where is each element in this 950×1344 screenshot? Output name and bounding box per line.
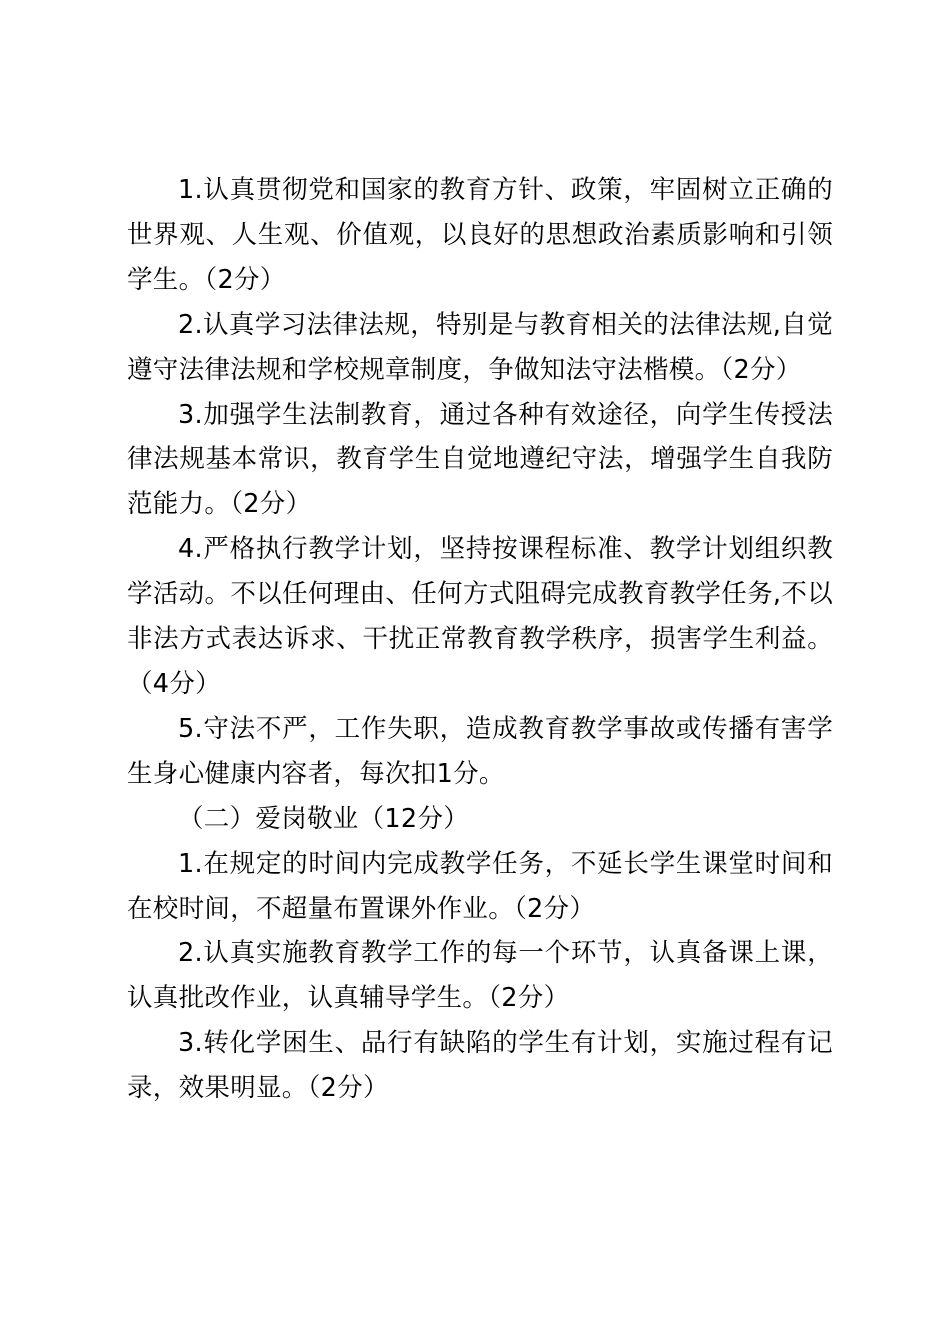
document-body [127, 168, 833, 1111]
paragraph-4: 4.严格执行教学计划，坚持按课程标准、教学计划组织教学活动。不以任何理由、任何方式阻碍完成教育教学任务,不以非法方式表达诉求、干扰正常教育教学秩序，损害学生利益。（4分） [127, 534, 833, 699]
paragraph-7: 2.认真实施教育教学工作的每一个环节，认真备课上课，认真批改作业，认真辅导学生。（2分） [127, 938, 833, 1014]
section-heading: （二）爱岗敬业（12分） [178, 803, 470, 834]
paragraph-8: 3.转化学困生、品行有缺陷的学生有计划，实施过程有记录，效果明显。（2分） [127, 1028, 833, 1104]
paragraph-6: 1.在规定的时间内完成教学任务，不延长学生课堂时间和在校时间，不超量布置课外作业。（2分） [127, 848, 833, 924]
paragraph-2: 2.认真学习法律法规，特别是与教育相关的法律法规,自觉遵守法律法规和学校规章制度，争做知法守法楷模。（2分） [127, 309, 833, 385]
paragraph-5: 5.守法不严，工作失职，造成教育教学事故或传播有害学生身心健康内容者，每次扣1分。 [127, 713, 833, 789]
paragraph-1: 1.认真贯彻党和国家的教育方针、政策，牢固树立正确的世界观、人生观、价值观，以良好的思想政治素质影响和引领学生。（2分） [127, 175, 833, 295]
paragraph-3: 3.加强学生法制教育，通过各种有效途径，向学生传授法律法规基本常识，教育学生自觉地遵纪守法，增强学生自我防范能力。（2分） [127, 399, 833, 520]
